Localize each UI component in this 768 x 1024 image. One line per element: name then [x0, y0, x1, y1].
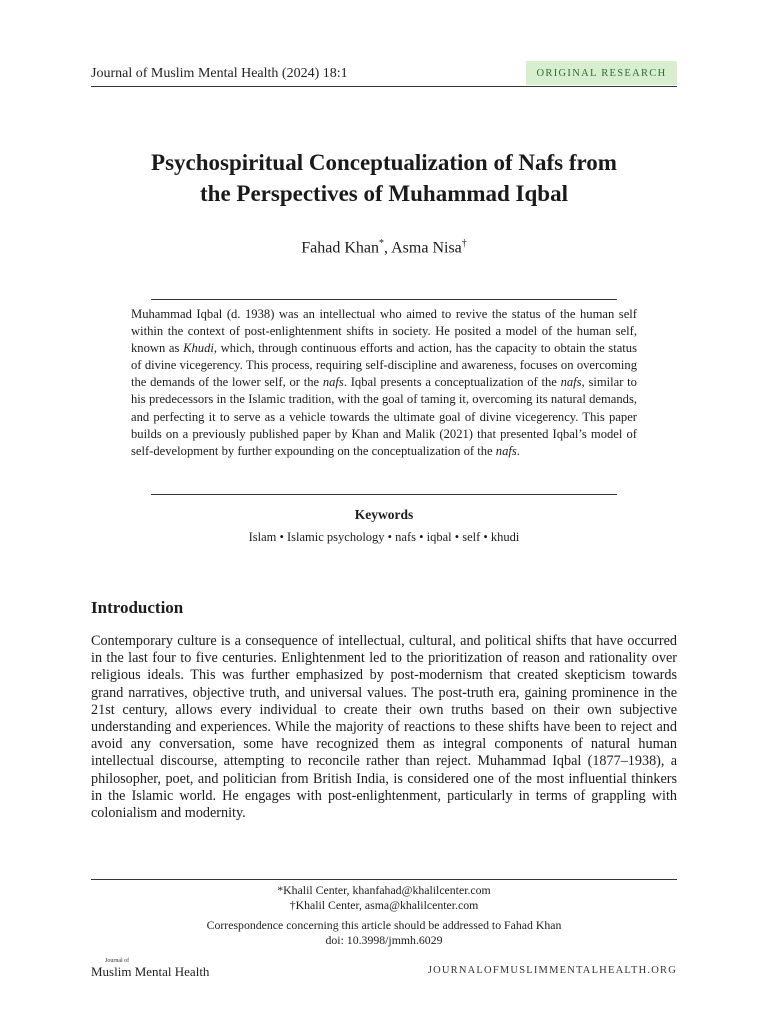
footnote-affiliation-2: †Khalil Center, asma@khalilcenter.com	[289, 897, 479, 912]
section-badge: ORIGINAL RESEARCH	[526, 61, 677, 85]
abstract-italic-term: Khudi	[183, 341, 214, 356]
introduction-paragraph: Contemporary culture is a consequence of intellectual, cultural, and political shifts that have occurred in the last four to five centuries. Enlightenment led to the prioritization of reason and rationality over religious ideals. This was further emphasized by post-modernism that created skepticism towards grand narratives, objective truth, and universal values. The post-truth era, gaining prominence in the 21st century, allows every individual to create their own truths based on their own subjective understanding and experiences. While the majority of reactions to these shifts have been to reject and avoid any conversation, some have recognized them as integral components of natural human intellectual discourse, attempting to reconcile rather than reject. Muhammad Iqbal (1877–1938), a philosopher, poet, and politician from British India, is considered one of the most influential thinkers in the Islamic world. He engages with post-enlightenment, particularly in terms of grappling with colonialism and modernity.	[91, 633, 677, 822]
journal-logo	[91, 958, 231, 980]
abstract-text	[131, 306, 637, 460]
abstract-text-segment: Muhammad Iqbal (d. 1938) was an intellectual who aimed to revive the status of the human self within the context of post-enlightenment shifts in society. He posited a model of the human self, known as	[131, 307, 637, 356]
abstract-italic-term: nafs	[560, 375, 582, 390]
introduction-body	[91, 633, 677, 822]
article-title	[91, 147, 677, 209]
correspondence-note: Correspondence concerning this article should be addressed to Fahad Khan	[206, 918, 562, 932]
abstract-text-segment: , which, through continuous efforts and action, has the capacity to obtain the status of divine vicegerency. This process, requiring self-discipline and awareness, focuses on overcoming the demands of the lower self, or the	[131, 341, 637, 390]
journal-logo-small: Journal of	[105, 958, 130, 964]
abstract-italic-term: nafs	[495, 443, 517, 458]
footnote-divider	[91, 879, 677, 880]
title-line-1: Psychospiritual Conceptualization of Nafs from	[151, 150, 617, 175]
author-1: Fahad Khan	[301, 239, 379, 257]
abstract	[131, 306, 637, 460]
footnotes	[91, 883, 677, 947]
abstract-top-divider	[151, 299, 617, 300]
author-2: Asma Nisa	[391, 239, 462, 257]
keywords-heading: Keywords	[354, 507, 414, 522]
keywords-list: Islam • Islamic psychology • nafs • iqbal • self • khudi	[248, 530, 520, 544]
abstract-text-segment: , similar to his predecessors in the Islamic tradition, with the goal of taming it, overcoming its natural demands, and perfecting it to serve as a vehicle towards the ultimate goal of divine vicegerency. This paper builds on a previously published paper by Khan and Malik (2021) that presented Iqbal’s model of self-development by further expounding on the conceptualization of the	[131, 375, 637, 458]
abstract-italic-term: nafs	[322, 375, 344, 390]
title-line-2: the Perspectives of Muhammad Iqbal	[200, 181, 568, 206]
abstract-text-segment: . Iqbal presents a conceptualization of the	[343, 375, 561, 390]
journal-citation: Journal of Muslim Mental Health (2024) 18:1	[91, 66, 348, 81]
journal-logo-name: Muslim Mental Health	[91, 964, 210, 979]
introduction-heading: Introduction	[91, 598, 184, 617]
header-divider	[91, 86, 677, 87]
author-1-mark: *	[378, 238, 384, 249]
author-list	[91, 238, 677, 257]
footnote-affiliation-1: *Khalil Center, khanfahad@khalilcenter.com	[277, 883, 491, 897]
author-2-mark: †	[461, 238, 467, 249]
abstract-bottom-divider	[151, 494, 617, 495]
abstract-text-segment: .	[516, 443, 520, 458]
doi: doi: 10.3998/jmmh.6029	[325, 932, 443, 947]
journal-website[interactable]: JOURNALOFMUSLIMMENTALHEALTH.ORG	[427, 965, 677, 976]
author-separator: ,	[383, 239, 392, 257]
